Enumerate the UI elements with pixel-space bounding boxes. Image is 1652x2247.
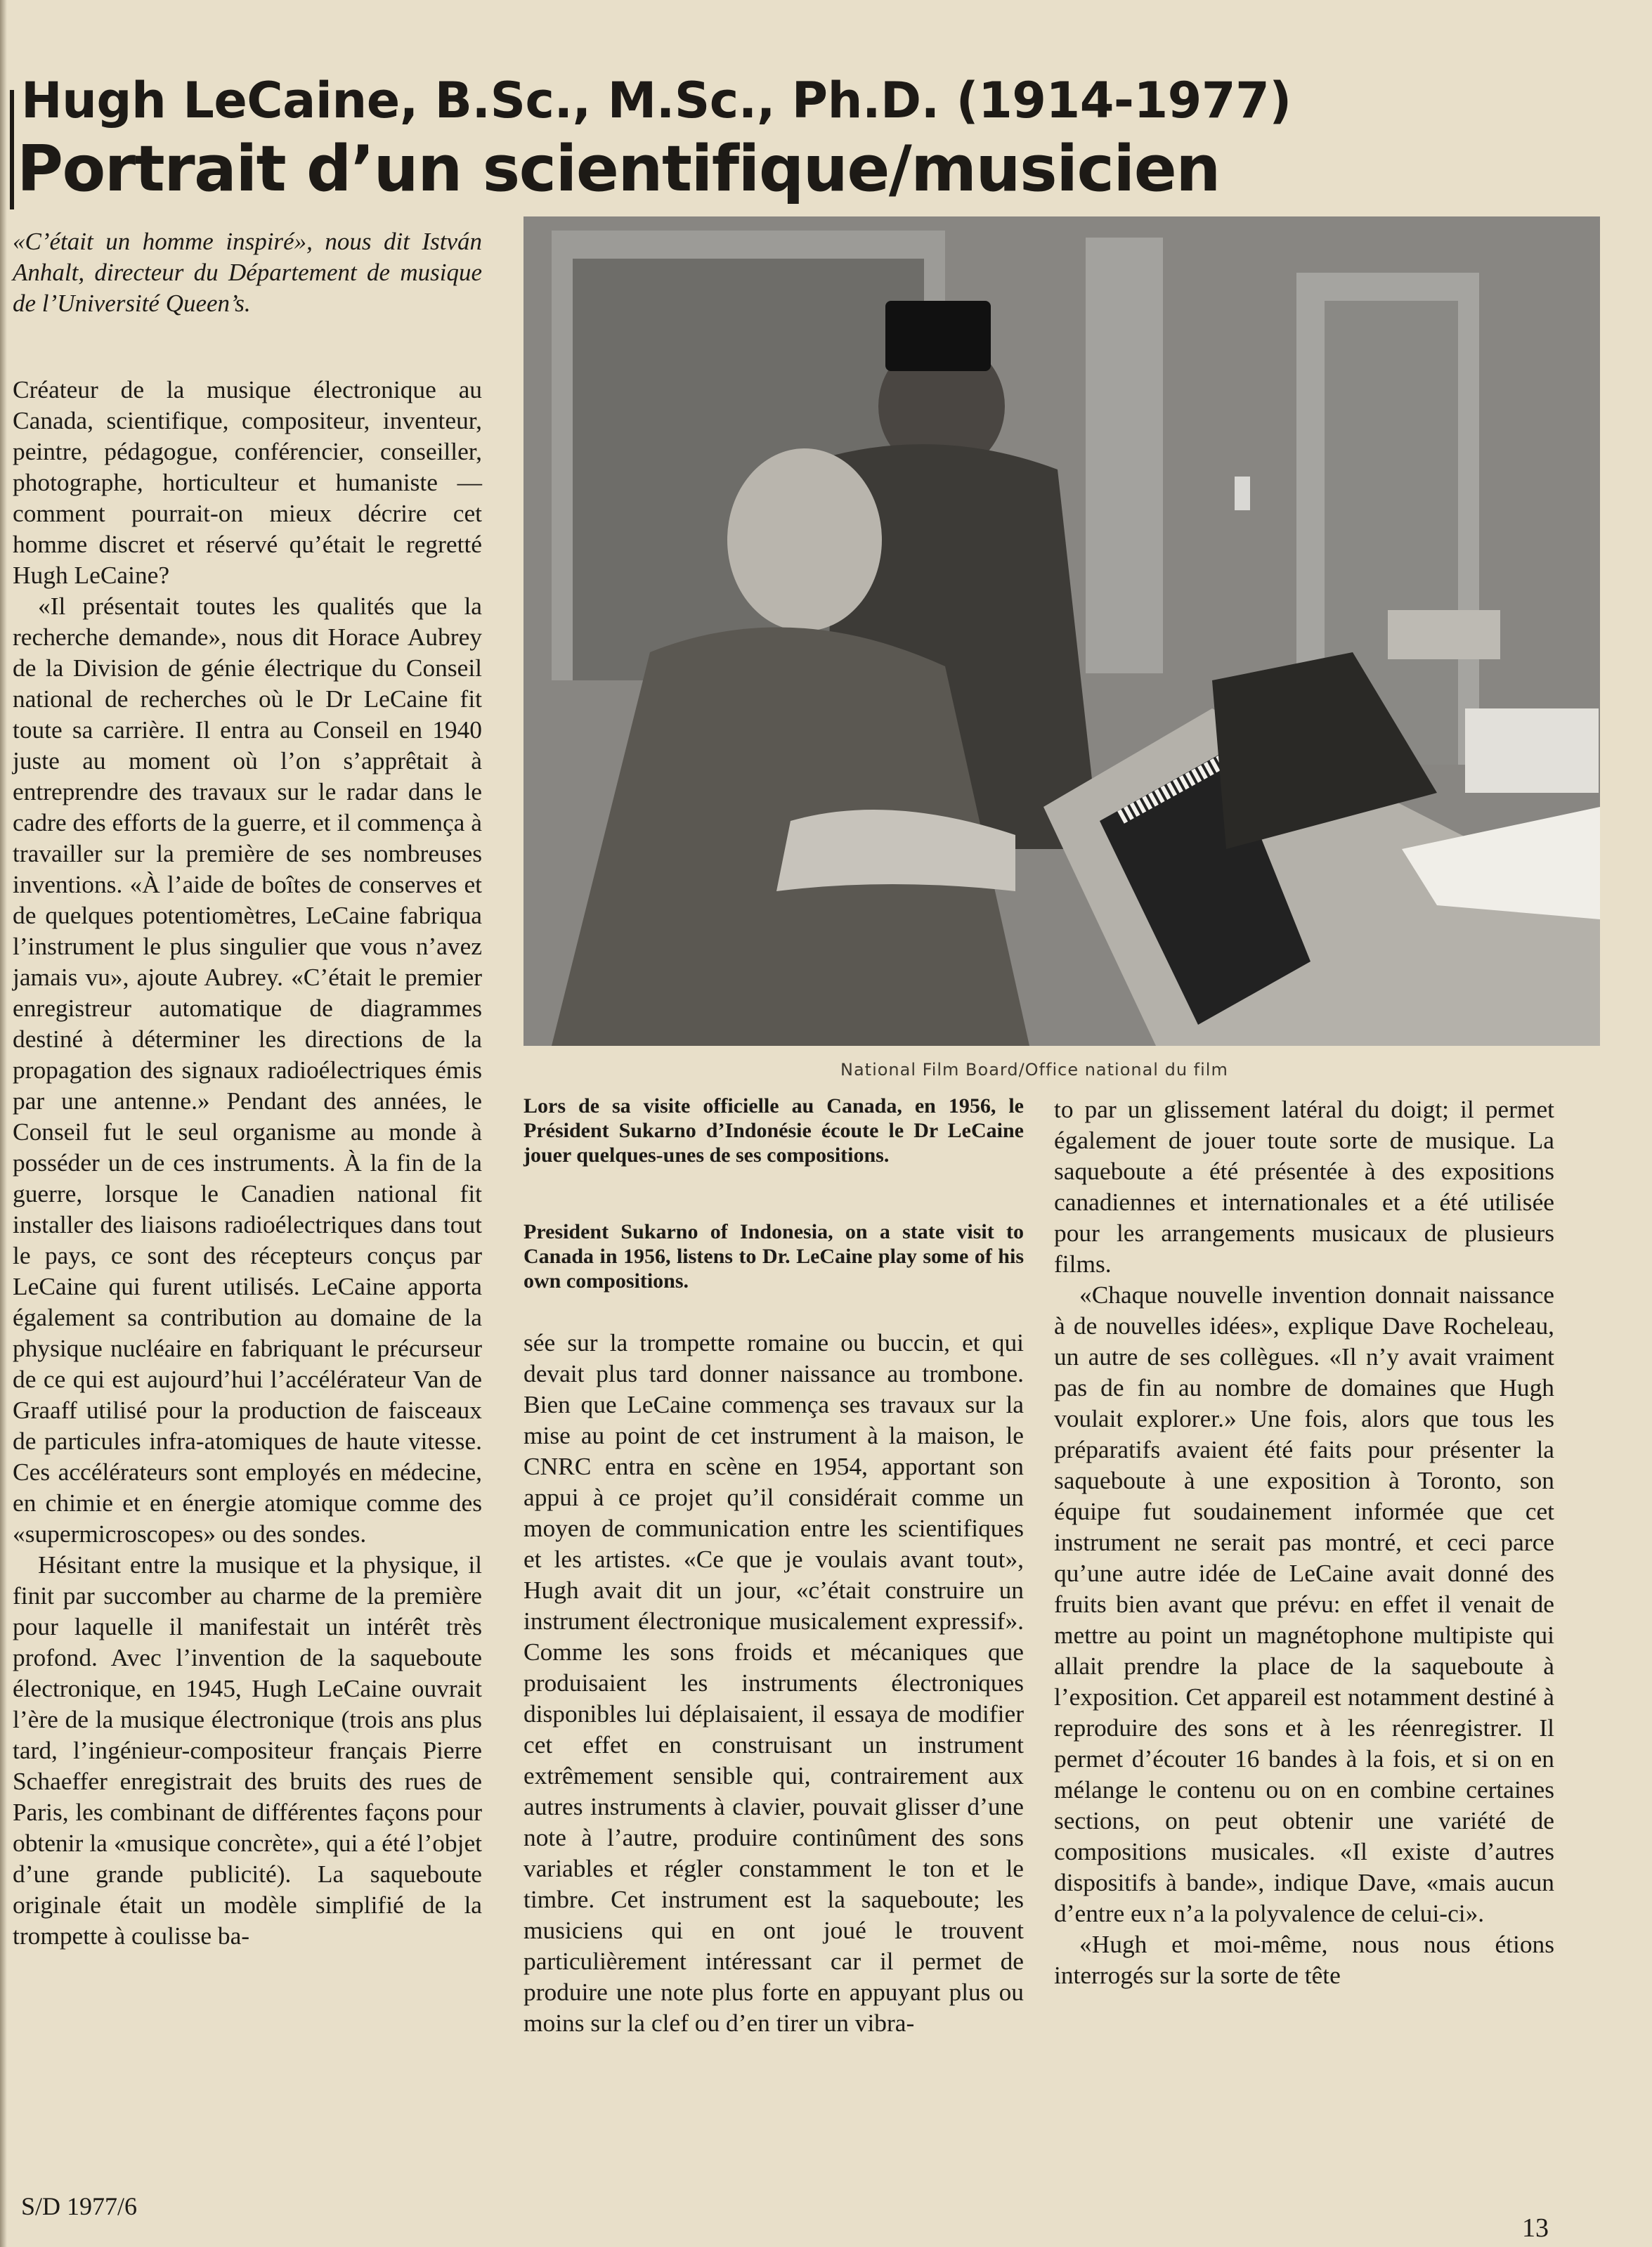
text-column-2 [523, 1327, 1024, 2038]
text-column-1 [13, 374, 482, 1951]
col1-paragraph-1: Créateur de la musique électronique au Canada, scientifique, compositeur, inventeur, peintre, pédagogue, conférencier, conseiller, photographe, horticulteur et humaniste — comment pourrait-on mieux décrire cet homme discret et réservé qu’était le regretté Hugh LeCaine? [13, 375, 482, 589]
text-column-3 [1054, 1094, 1554, 1990]
photo-caption-french: Lors de sa visite officielle au Canada, en 1956, le Président Sukarno d’Indonésie écoute le Dr LeCaine jouer quelques-unes de ses compositions. [523, 1094, 1024, 1167]
page-number: 13 [1522, 2213, 1549, 2243]
issue-label: S/D 1977/6 [21, 2192, 138, 2220]
col3-paragraph-3: «Hugh et moi-même, nous nous étions interrogés sur la sorte de tête [1054, 1930, 1554, 1989]
article-title: Portrait d’un scientifique/musicien [17, 132, 1220, 206]
col2-paragraph-1: sée sur la trompette romaine ou buccin, et qui devait plus tard donner naissance au trombone. Bien que LeCaine commença ses travaux sur la mise au point de cet instrument à la maison, le CNRC entra en scène en 1954, apportant son appui à ce projet qu’il considérait comme un moyen de communication entre les scientifiques et les artistes. «Ce que je voulais avant tout», Hugh avait dit un jour, «c’était construire un instrument électronique musicalement expressif». Comme les sons froids et mécaniques que produisaient les instruments électroniques disponibles lui déplaisaient, il essaya de modifier cet effet en construisant un instrument extrêmement sensible qui, contrairement aux autres instruments à clavier, pouvait glisser d’une note à l’autre, produire continûment des sons variables et régler constamment le ton et le timbre. Cet instrument est la saqueboute; les musiciens qui en ont joué le trouvent particulièrement intéressant car il permet de produire une note plus forte en appuyant plus ou moins sur la clef ou d’en tirer un vibra- [523, 1328, 1024, 2037]
col3-paragraph-1: to par un glissement latéral du doigt; il permet également de jouer toute sorte de musique. La saqueboute a été présentée à des expositions canadiennes et internationales et a été utilisée pour les arrangements musicaux de plusieurs films. [1054, 1095, 1554, 1278]
col1-paragraph-2: «Il présentait toutes les qualités que la recherche demande», nous dit Horace Aubrey de la Division de génie électrique du Conseil national de recherches où le Dr LeCaine fit toute sa carrière. Il entra au Conseil en 1940 juste au moment où l’on s’apprêtait à entreprendre des travaux sur le radar dans le cadre des efforts de la guerre, et il commença à travailler sur la première de ses nombreuses inventions. «À l’aide de boîtes de conserves et de quelques potentiomètres, LeCaine fabriqua l’instrument le plus singulier que vous n’avez jamais vu», ajoute Aubrey. «C’était le premier enregistreur automatique de diagrammes destiné à déterminer les directions de la propagation des signaux radioélectriques émis par une antenne.» Pendant des années, le Conseil fut le seul organisme au monde à posséder un de ces instruments. À la fin de la guerre, lorsque le Canadien national fit installer des liaisons radioélectriques dans tout le pays, ce sont des récepteurs conçus par LeCaine qui furent utilisés. LeCaine apporta également sa contribution au domaine de la physique nucléaire en fabriquant le précurseur de ce qui est aujourd’hui l’accélérateur Van de Graaff utilisé pour la production de faisceaux de particules infra-atomiques de haute vitesse. Ces accélérateurs sont employés en médecine, en chimie et en énergie atomique comme des «supermicroscopes» ou des sondes. [13, 592, 482, 1548]
photo-lecaine-sukarno [523, 216, 1600, 1046]
col1-paragraph-3: Hésitant entre la musique et la physique, il finit par succomber au charme de la première pour laquelle il manifestait un intérêt très profond. Avec l’invention de la saqueboute électronique, en 1945, Hugh LeCaine ouvrait l’ère de la musique électronique (trois ans plus tard, l’ingénieur-compositeur français Pierre Schaeffer enregistrait des bruits des rues de Paris, les combinant de différentes façons pour obtenir la «musique concrète», qui a été l’objet d’une grande publicité). La saqueboute originale était un modèle simplifié de la trompette à coulisse ba- [13, 1550, 482, 1950]
title-rule [10, 90, 14, 209]
photo-illustration [523, 216, 1600, 1046]
photo-credit: National Film Board/Office national du film [840, 1060, 1228, 1080]
page-spine-shadow [0, 0, 7, 2247]
intro-quote: «C’était un homme inspiré», nous dit István Anhalt, directeur du Département de musique de l’Université Queen’s. [13, 228, 482, 317]
article-supertitle: Hugh LeCaine, B.Sc., M.Sc., Ph.D. (1914-1977) [21, 72, 1292, 129]
photo-caption-english: President Sukarno of Indonesia, on a state visit to Canada in 1956, listens to Dr. LeCaine play some of his own compositions. [523, 1220, 1024, 1293]
col3-paragraph-2: «Chaque nouvelle invention donnait naissance à de nouvelles idées», explique Dave Rocheleau, un autre de ses collègues. «Il n’y avait vraiment pas de fin au nombre de domaines que Hugh voulait explorer.» Une fois, alors que tous les préparatifs avaient été faits pour présenter la saqueboute à une exposition à Toronto, son équipe fut soudainement informée que cet instrument ne serait pas montré, et ceci parce qu’une autre idée de LeCaine avait donné des fruits bien avant que prévu: en effet il venait de mettre au point un magnétophone multipiste qui allait prendre la place de la saqueboute à l’exposition. Cet appareil est notamment destiné à reproduire des sons et à les réenregistrer. Il permet d’écouter 16 bandes à la fois, et si on en mélange le contenu ou on en combine certaines sections, on peut obtenir une variété de compositions musicales. «Il existe d’autres dispositifs à bande», indique Dave, «mais aucun d’entre eux n’a la polyvalence de celui-ci». [1054, 1281, 1554, 1927]
